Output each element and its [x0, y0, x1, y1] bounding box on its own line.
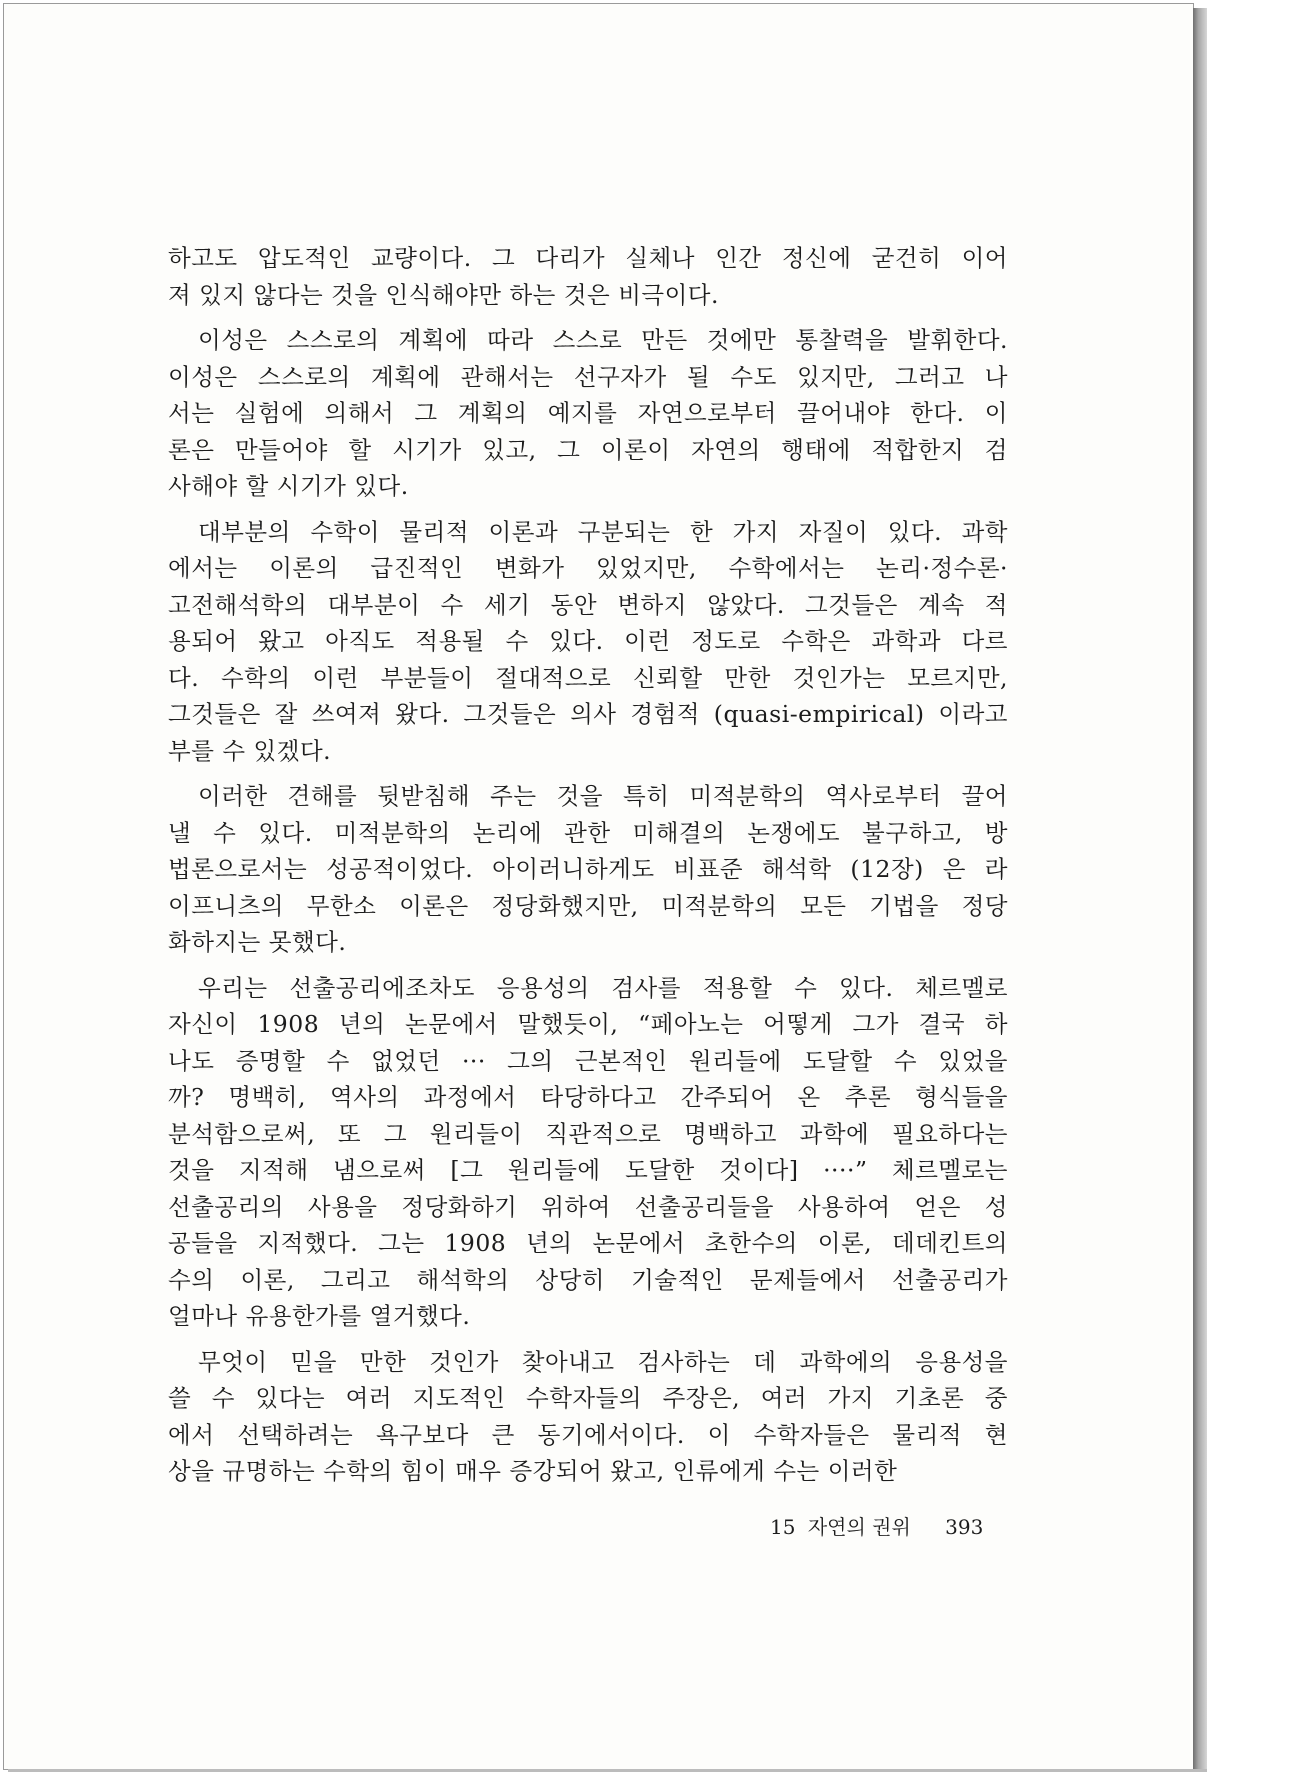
paragraph-gap [168, 1335, 1008, 1344]
text-line: 에서는 이론의 급진적인 변화가 있었지만, 수학에서는 논리·정수론· [168, 554, 1008, 582]
paragraph [168, 322, 1008, 505]
chapter-title: 자연의 권위 [807, 1515, 911, 1539]
text-line: 고전해석학의 대부분이 수 세기 동안 변하지 않았다. 그것들은 계속 적 [168, 590, 1008, 619]
text-line: 까? 명백히, 역사의 과정에서 타당하다고 간주되어 온 추론 형식들을 [168, 1083, 1008, 1111]
paragraph-gap [168, 505, 1008, 514]
text-line: 하고도 압도적인 교량이다. 그 다리가 실체나 인간 정신에 굳건히 이어 [168, 244, 1008, 272]
body-text [168, 240, 1008, 1490]
paragraph-gap [168, 961, 1008, 970]
paragraph [168, 1344, 1008, 1490]
chapter-number: 15 [770, 1515, 796, 1539]
paragraph [168, 514, 1008, 770]
text-line: 져 있지 않다는 것을 인식해야만 하는 것은 비극이다. [168, 280, 719, 309]
paragraph [168, 240, 1008, 313]
text-line: 얼마나 유용한가를 열거했다. [168, 1302, 471, 1330]
text-line: 상을 규명하는 수학의 힘이 매우 증강되어 왔고, 인류에게 수는 이러한 [168, 1457, 898, 1485]
page-shadow [8, 1769, 1207, 1772]
page-edge [1193, 8, 1207, 1770]
text-line: 부를 수 있겠다. [168, 736, 332, 765]
text-line: 법론으로서는 성공적이었다. 아이러니하게도 비표준 해석학 (12장) 은 라 [168, 855, 1008, 883]
text-line: 용되어 왔고 아직도 적용될 수 있다. 이런 정도로 수학은 과학과 다르 [168, 627, 1008, 655]
text-line: 이러한 견해를 뒷받침해 주는 것을 특히 미적분학의 역사로부터 끌어 [198, 782, 1008, 810]
text-line: 쓸 수 있다는 여러 지도적인 수학자들의 주장은, 여러 가지 기초론 중 [168, 1384, 1008, 1412]
page-footer [770, 1511, 983, 1540]
text-line: 에서 선택하려는 욕구보다 큰 동기에서이다. 이 수학자들은 물리적 현 [168, 1420, 1008, 1449]
text-line: 자신이 1908 년의 논문에서 말했듯이, “페아노는 어떻게 그가 결국 하 [168, 1010, 1008, 1038]
text-line: 분석함으로써, 또 그 원리들이 직관적으로 명백하고 과학에 필요하다는 [168, 1119, 1008, 1148]
paragraph-gap [168, 769, 1008, 778]
paragraph [168, 778, 1008, 961]
text-line: 화하지는 못했다. [168, 928, 347, 956]
text-line: 그것들은 잘 쓰여져 왔다. 그것들은 의사 경험적 (quasi-empirical) 이라고 [168, 700, 1008, 728]
text-line: 공들을 지적했다. 그는 1908 년의 논문에서 초한수의 이론, 데데킨트의 [168, 1229, 1008, 1257]
text-line: 다. 수학의 이런 부분들이 절대적으로 신뢰할 만한 것인가는 모르지만, [168, 663, 1008, 692]
text-line: 수의 이론, 그리고 해석학의 상당히 기술적인 문제들에서 선출공리가 [168, 1265, 1008, 1294]
paragraph-gap [168, 313, 1008, 322]
text-line: 나도 증명할 수 없었던 ··· 그의 근본적인 원리들에 도달할 수 있었을 [168, 1046, 1008, 1075]
text-line: 이성은 스스로의 계획에 관해서는 선구자가 될 수도 있지만, 그러고 나 [168, 362, 1008, 391]
text-line: 서는 실험에 의해서 그 계획의 예지를 자연으로부터 끌어내야 한다. 이 [168, 399, 1008, 427]
text-line: 사해야 할 시기가 있다. [168, 472, 409, 500]
text-line: 론은 만들어야 할 시기가 있고, 그 이론이 자연의 행태에 적합한지 검 [168, 435, 1008, 464]
text-line: 이프니츠의 무한소 이론은 정당화했지만, 미적분학의 모든 기법을 정당 [168, 891, 1008, 920]
text-line: 것을 지적해 냄으로써 [그 원리들에 도달한 것이다] ····” 체르멜로는 [168, 1156, 1008, 1184]
text-line: 낼 수 있다. 미적분학의 논리에 관한 미해결의 논쟁에도 불구하고, 방 [168, 818, 1008, 847]
text-line: 우리는 선출공리에조차도 응용성의 검사를 적용할 수 있다. 체르멜로 [198, 973, 1008, 1002]
text-line: 무엇이 믿을 만한 것인가 찾아내고 검사하는 데 과학에의 응용성을 [198, 1347, 1008, 1376]
text-line: 이성은 스스로의 계획에 따라 스스로 만든 것에만 통찰력을 발휘한다. [198, 326, 1008, 354]
page-number: 393 [945, 1515, 984, 1539]
paragraph [168, 970, 1008, 1335]
text-line: 선출공리의 사용을 정당화하기 위하여 선출공리들을 사용하여 얻은 성 [168, 1192, 1008, 1221]
text-line: 대부분의 수학이 물리적 이론과 구분되는 한 가지 자질이 있다. 과학 [198, 517, 1008, 546]
